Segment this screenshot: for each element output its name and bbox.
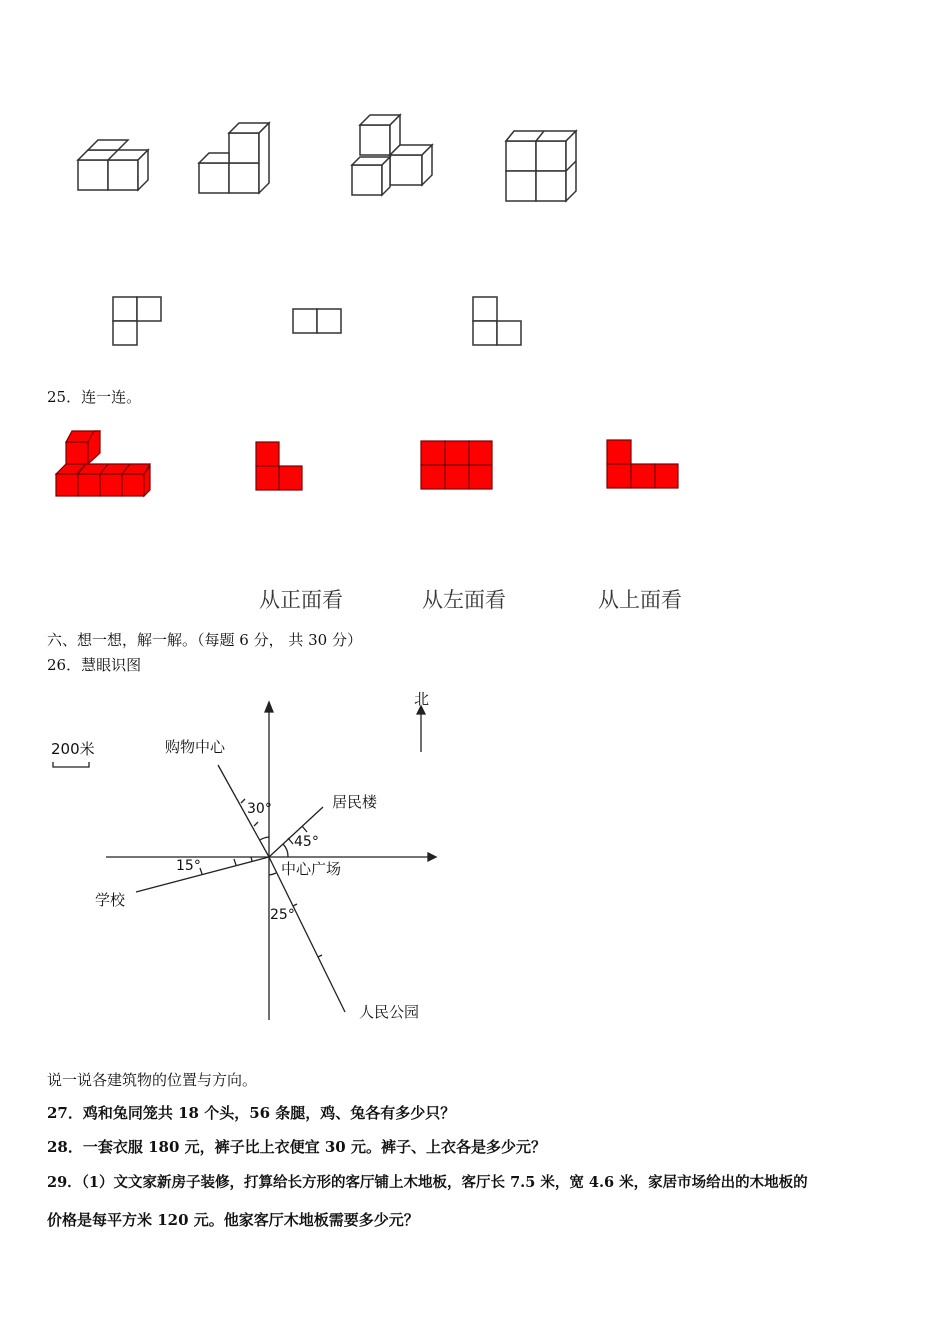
direction-map: [53, 702, 436, 1020]
angle-30-label: 30°: [247, 801, 272, 817]
block-solid-4: [506, 131, 576, 201]
angle-45-label: 45°: [294, 834, 319, 850]
red-view-3: [607, 440, 678, 488]
q26-title: 26．慧眼识图: [47, 656, 142, 674]
block-solid-1: [78, 140, 148, 190]
shopping-center-label: 购物中心: [165, 738, 226, 756]
label-left-view: 从左面看: [422, 588, 506, 612]
q29-line1: 29．（1）文文家新房子装修，打算给长方形的客厅铺上木地板，客厅长 7.5 米，宽 4.6 米，家居市场给出的木地板的: [47, 1174, 808, 1191]
block-solid-2: [199, 123, 269, 193]
view-shape-3: [473, 297, 521, 345]
north-label: 北: [414, 690, 430, 708]
q25-title: 25．连一连。: [47, 388, 142, 406]
center-square-label: 中心广场: [281, 860, 342, 878]
angle-25-label: 25°: [270, 907, 295, 923]
q27-text: 27．鸡和兔同笼共 18 个头，56 条腿，鸡、兔各有多少只？: [47, 1104, 456, 1122]
angle-15-label: 15°: [176, 858, 201, 874]
red-view-2: [421, 441, 492, 489]
section6-title: 六、想一想，解一解。（每题 6 分， 共 30 分）: [47, 631, 362, 649]
scale-label: 200米: [51, 740, 95, 758]
q28-text: 28．一套衣服 180 元，裤子比上衣便宜 30 元。裤子、上衣各是多少元？: [47, 1138, 546, 1156]
residence-label: 居民楼: [332, 793, 378, 811]
park-label: 人民公园: [359, 1003, 420, 1021]
view-shape-2: [293, 309, 341, 333]
view-shape-1: [113, 297, 161, 345]
label-top-view: 从上面看: [598, 588, 682, 612]
school-label: 学校: [95, 891, 126, 909]
red-view-1: [256, 442, 302, 490]
block-solid-3: [352, 115, 432, 195]
q29-line2: 价格是每平方米 120 元。他家客厅木地板需要多少元？: [47, 1211, 419, 1229]
red-solid: [56, 431, 150, 496]
label-front-view: 从正面看: [259, 588, 343, 612]
q26-question: 说一说各建筑物的位置与方向。: [47, 1071, 258, 1089]
